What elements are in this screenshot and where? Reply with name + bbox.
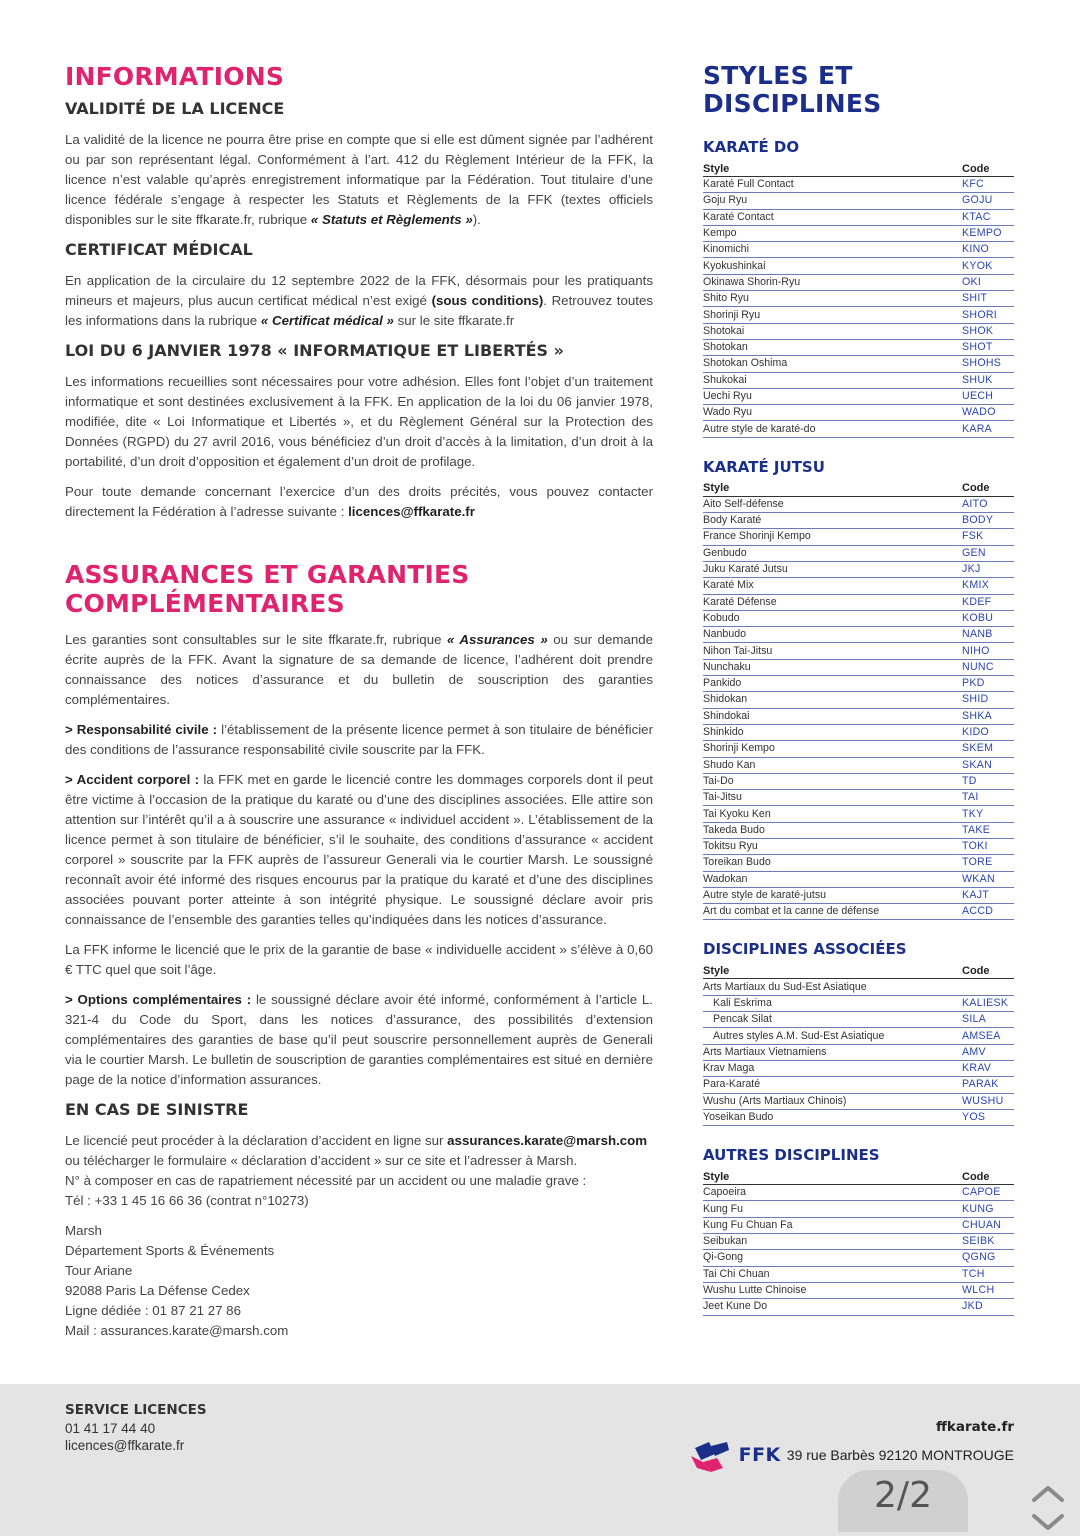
service-title: SERVICE LICENCES [65,1402,207,1418]
style-code: SEIBK [962,1234,1014,1250]
style-code: YOS [962,1109,1014,1125]
style-name: Arts Martiaux du Sud-Est Asiatique [703,979,962,995]
table-row [703,757,1014,773]
style-name: Shotokai [703,323,962,339]
style-code: AITO [962,496,1014,512]
style-code: OKI [962,274,1014,290]
style-name: Shidokan [703,692,962,708]
style-code: SHOT [962,339,1014,355]
site-link[interactable]: ffkarate.fr [935,1419,1014,1435]
prix-garantie: La FFK informe le licencié que le prix de la garantie de base « individuelle accident » s’élève à 0,60 € TTC quel que soit l’âge. [65,942,653,977]
style-name: Kung Fu Chuan Fa [703,1217,962,1233]
table-row [703,790,1014,806]
table-row [703,513,1014,529]
styles-table [703,964,1014,1126]
table-row [703,578,1014,594]
table-row [703,1282,1014,1298]
style-code: NIHO [962,643,1014,659]
style-name: Wushu Lutte Chinoise [703,1282,962,1298]
style-name: Kyokushinkai [703,258,962,274]
style-code: KTAC [962,209,1014,225]
table-row [703,1234,1014,1250]
style-name: Art du combat et la canne de défense [703,904,962,920]
style-code: TAI [962,790,1014,806]
marsh-email-link[interactable]: assurances.karate@marsh.com [447,1133,648,1148]
table-row [703,643,1014,659]
style-sections [703,138,1014,1316]
table-row [703,741,1014,757]
style-name: Autre style de karaté-jutsu [703,887,962,903]
style-code: JKD [962,1299,1014,1315]
style-code: NUNC [962,659,1014,675]
table-row [703,1299,1014,1315]
table-row [703,193,1014,209]
style-code: SHOK [962,323,1014,339]
accident-corporel: > Accident corporel : la FFK met en garde le licencié contre les dommages corporels dont il peut être victime à l’occasion de la pratique du karaté ou d’une des disciplines associées. Elle attire son attention sur l’intérêt qu’il a à souscrire une assurance « individuel accident ». L’établissement de la licence permet à son titulaire de bénéficier, s’il le souhaite, des conditions d’assurance « accident corporel » souscrite par la FFK auprès de l’assureur Generali via le courtier Marsh. Le soussigné reconnaît avoir été informé des risques encourus par la pratique du karaté et d’une des disciplines associées pouvant porter atteinte à son intégrité physique. Le soussigné déclare avoir pris connaissance de l’ensemble des garanties telles qu’indiquées dans les notices d’assurance. [65,772,653,927]
style-name: Wushu (Arts Martiaux Chinois) [703,1093,962,1109]
style-name: Krav Maga [703,1060,962,1076]
table-row [703,1093,1014,1109]
ffk-brand [689,1419,1014,1474]
style-code: CHUAN [962,1217,1014,1233]
table-row [703,838,1014,854]
table-row [703,1077,1014,1093]
page-indicator: 2/2 [838,1470,968,1532]
styles-title: STYLES ET DISCIPLINES [703,61,882,118]
certificat-heading: CERTIFICAT MÉDICAL [65,240,253,259]
style-name: France Shorinji Kempo [703,529,962,545]
style-name: Juku Karaté Jutsu [703,561,962,577]
table-row [703,904,1014,920]
style-name: Karaté Mix [703,578,962,594]
style-name: Shinkido [703,724,962,740]
style-code: BODY [962,513,1014,529]
table-row [703,496,1014,512]
table-row [703,724,1014,740]
style-code: GEN [962,545,1014,561]
table-row [703,1266,1014,1282]
style-code: TAKE [962,822,1014,838]
style-name: Shotokan Oshima [703,356,962,372]
style-code: TD [962,773,1014,789]
validite-paragraph: La validité de la licence ne pourra être prise en compte que si elle est dûment signée par l’adhérent ou par son représentant légal. Conformément à l’art. 412 du Règlement Intérieur de la FFK, la licence n’est valable qu’après enregistrement informatique par la Fédération. Tout titulaire d’une licence fédérale s’engage à respecter les Statuts et Règlements de la FFK (textes officiels disponibles sur le site ffkarate.fr, rubrique « Statuts et Règlements »). [65,132,653,227]
loi-heading: LOI DU 6 JANVIER 1978 « INFORMATIQUE ET LIBERTÉS » [65,341,564,360]
style-code: WKAN [962,871,1014,887]
style-name: Wadokan [703,871,962,887]
table-row [703,1060,1014,1076]
style-name: Nanbudo [703,627,962,643]
table-row [703,372,1014,388]
ffk-logo-icon [689,1436,733,1474]
style-name: Tai-Do [703,773,962,789]
styles-table [703,1170,1014,1315]
style-name: Body Karaté [703,513,962,529]
table-row [703,274,1014,290]
table-row [703,529,1014,545]
service-licences [65,1402,207,1455]
column-header-code: Code [962,482,1014,497]
style-name: Shotokan [703,339,962,355]
style-code: WLCH [962,1282,1014,1298]
assurances-intro: Les garanties sont consultables sur le site ffkarate.fr, rubrique « Assurances » ou sur demande écrite auprès de la FFK. Avant la signature de sa demande de licence, l’adhérent doit prendre connaissance des notices d’assurance et du bulletin de souscription des garanties complémentaires. [65,632,654,707]
table-row [703,545,1014,561]
marsh-address: Marsh Département Sports & Événements Tour Ariane 92088 Paris La Défense Cedex Ligne dédiée : 01 87 21 27 86 Mail : assurances.karate@marsh.com [65,1223,289,1338]
style-code: UECH [962,388,1014,404]
sinistre-paragraph: Le licencié peut procéder à la déclaration d’accident en ligne sur assurances.karate@marsh.com ou télécharger le formulaire « déclaration d’accident » sur ce site et l’adresser à Marsh. N° à composer en cas de rapatriement nécessité par un accident ou une maladie grave : Tél : +33 1 45 16 66 36 (contrat n°10273) [65,1133,648,1208]
style-code: KARA [962,421,1014,437]
table-row [703,692,1014,708]
options-complementaires: > Options complémentaires : le soussigné déclare avoir été informé, conformément à l’article L. 321-4 du Code du Sport, dans les notices d’assurance, des possibilités d’extension complémentaires des garanties de base qu’il peut souscrire personnellement auprès de Generali via le courtier Marsh. Le bulletin de souscription de garanties complémentaires est situé en dernière page de la notice d’information assurances. [65,992,653,1087]
table-row [703,995,1014,1011]
style-code: CAPOE [962,1185,1014,1201]
table-row [703,291,1014,307]
style-code: AMSEA [962,1028,1014,1044]
style-name: Shorinji Kempo [703,741,962,757]
licences-email-link[interactable]: licences@ffkarate.fr [348,504,475,519]
style-name: Tai Chi Chuan [703,1266,962,1282]
table-row [703,1044,1014,1060]
column-header-style: Style [703,1170,962,1185]
style-code: KFC [962,177,1014,193]
loi-contact: Pour toute demande concernant l’exercice d’un des droits précités, vous pouvez contacter directement la Fédération à l’adresse suivante : licences@ffkarate.fr [65,484,653,519]
style-name: Kali Eskrima [703,995,962,1011]
style-code: WUSHU [962,1093,1014,1109]
style-name: Kinomichi [703,242,962,258]
section-title: KARATÉ DO [703,138,800,156]
style-code: SILA [962,1012,1014,1028]
responsabilite-civile: > Responsabilité civile : l’établissement de la présente licence permet à son titulaire de bénéficier des conditions de l’assurance responsabilité civile souscrite par la FFK. [65,722,654,757]
style-code: SHID [962,692,1014,708]
style-name: Karaté Contact [703,209,962,225]
table-row [703,855,1014,871]
style-name: Capoeira [703,1185,962,1201]
styles-table [703,482,1014,921]
page-footer [0,1384,1080,1536]
table-row [703,561,1014,577]
style-code: PARAK [962,1077,1014,1093]
table-row [703,356,1014,372]
style-code: KIDO [962,724,1014,740]
column-header-code: Code [962,964,1014,979]
table-row [703,209,1014,225]
table-row [703,822,1014,838]
column-header-code: Code [962,1170,1014,1185]
section-title: DISCIPLINES ASSOCIÉES [703,940,907,959]
style-code: ACCD [962,904,1014,920]
style-name: Autres styles A.M. Sud-Est Asiatique [703,1028,962,1044]
style-name: Nihon Tai-Jitsu [703,643,962,659]
table-row [703,594,1014,610]
loi-paragraph: Les informations recueillies sont nécessaires pour votre adhésion. Elles font l’objet d’un traitement informatique et sont destinées exclusivement à la FFK. En application de la loi du 06 janvier 1978, modifiée, dite « Loi Informatique et Libertés », et du Règlement Général sur la Protection des Données (RGPD) du 27 avril 2016, vous bénéficiez d’un droit d’accès à la limitation, d’un droit à la portabilité, d’un droit d’opposition et également d’un droit de profilage. [65,374,653,469]
certificat-paragraph: En application de la circulaire du 12 septembre 2022 de la FFK, désormais pour les pratiquants mineurs et majeurs, plus aucun certificat médical n’est exigé (sous conditions). Retrouvez toutes les informations dans la rubrique « Certificat médical » sur le site ffkarate.fr [65,273,653,328]
style-name: Tai-Jitsu [703,790,962,806]
column-header-code: Code [962,162,1014,177]
style-code: SHUK [962,372,1014,388]
style-name: Seibukan [703,1234,962,1250]
style-code: KUNG [962,1201,1014,1217]
style-name: Kobudo [703,610,962,626]
style-code: KYOK [962,258,1014,274]
style-name: Karaté Défense [703,594,962,610]
table-row [703,323,1014,339]
column-header-style: Style [703,482,962,497]
style-code: SHIT [962,291,1014,307]
style-code: AMV [962,1044,1014,1060]
table-row [703,1012,1014,1028]
style-code: NANB [962,627,1014,643]
ffk-address: 39 rue Barbès 92120 MONTROUGE [786,1447,1014,1463]
style-code: SKEM [962,741,1014,757]
style-code: KINO [962,242,1014,258]
style-name: Tai Kyoku Ken [703,806,962,822]
section-title: KARATÉ JUTSU [703,457,825,476]
assurances-title: ASSURANCES ET GARANTIES COMPLÉMENTAIRES [65,560,470,618]
column-header-style: Style [703,964,962,979]
table-row [703,307,1014,323]
section-title: AUTRES DISCIPLINES [703,1146,880,1165]
service-phone: 01 41 17 44 40 [65,1420,156,1436]
style-name: Qi-Gong [703,1250,962,1266]
style-name: Arts Martiaux Vietnamiens [703,1044,962,1060]
table-row [703,388,1014,404]
table-row [703,871,1014,887]
style-code: SHORI [962,307,1014,323]
table-row [703,225,1014,241]
table-row [703,773,1014,789]
table-row [703,1028,1014,1044]
style-name: Wado Ryu [703,405,962,421]
style-name: Uechi Ryu [703,388,962,404]
right-column [703,62,1014,1336]
style-name: Jeet Kune Do [703,1299,962,1315]
ffk-wordmark: FFK [738,1444,781,1466]
style-name: Pencak Silat [703,1012,962,1028]
table-row [703,708,1014,724]
style-code: JKJ [962,561,1014,577]
table-row [703,1217,1014,1233]
sinistre-heading: EN CAS DE SINISTRE [65,1100,249,1119]
styles-table [703,162,1014,438]
style-code: SKAN [962,757,1014,773]
style-name: Nunchaku [703,659,962,675]
style-name: Takeda Budo [703,822,962,838]
style-code: PKD [962,676,1014,692]
style-name: Karaté Full Contact [703,177,962,193]
style-name: Shorinji Ryu [703,307,962,323]
style-code: QGNG [962,1250,1014,1266]
table-row [703,979,1014,995]
table-row [703,1250,1014,1266]
page-up-down-icon[interactable] [1026,1480,1070,1536]
style-code: KRAV [962,1060,1014,1076]
table-row [703,806,1014,822]
style-name: Shindokai [703,708,962,724]
style-name: Yoseikan Budo [703,1109,962,1125]
column-header-style: Style [703,162,962,177]
style-name: Para-Karaté [703,1077,962,1093]
style-name: Shito Ryu [703,291,962,307]
style-name: Autre style de karaté-do [703,421,962,437]
style-code: KEMPO [962,225,1014,241]
validite-heading: VALIDITÉ DE LA LICENCE [65,99,285,118]
style-name: Okinawa Shorin-Ryu [703,274,962,290]
style-name: Kempo [703,225,962,241]
style-name: Kung Fu [703,1201,962,1217]
table-row [703,627,1014,643]
style-name: Shudo Kan [703,757,962,773]
service-email[interactable]: licences@ffkarate.fr [65,1438,185,1453]
style-name: Aito Self-défense [703,496,962,512]
style-code: TORE [962,855,1014,871]
style-code: SHKA [962,708,1014,724]
style-name: Toreikan Budo [703,855,962,871]
table-row [703,1185,1014,1201]
style-name: Tokitsu Ryu [703,838,962,854]
table-row [703,610,1014,626]
table-row [703,421,1014,437]
style-code: KAJT [962,887,1014,903]
style-code: KOBU [962,610,1014,626]
style-code: TOKI [962,838,1014,854]
table-row [703,339,1014,355]
style-code: SHOHS [962,356,1014,372]
informations-title: INFORMATIONS [65,62,285,91]
style-code: FSK [962,529,1014,545]
style-code: WADO [962,405,1014,421]
table-row [703,659,1014,675]
table-row [703,258,1014,274]
style-name: Genbudo [703,545,962,561]
left-column [65,62,653,1341]
style-code: TCH [962,1266,1014,1282]
style-code: KALIESK [962,995,1014,1011]
table-row [703,1109,1014,1125]
style-code: GOJU [962,193,1014,209]
style-code [962,979,1014,995]
table-row [703,177,1014,193]
style-code: KDEF [962,594,1014,610]
table-row [703,405,1014,421]
style-name: Goju Ryu [703,193,962,209]
table-row [703,887,1014,903]
style-name: Pankido [703,676,962,692]
style-code: KMIX [962,578,1014,594]
table-row [703,1201,1014,1217]
table-row [703,242,1014,258]
table-row [703,676,1014,692]
style-code: TKY [962,806,1014,822]
style-name: Shukokai [703,372,962,388]
